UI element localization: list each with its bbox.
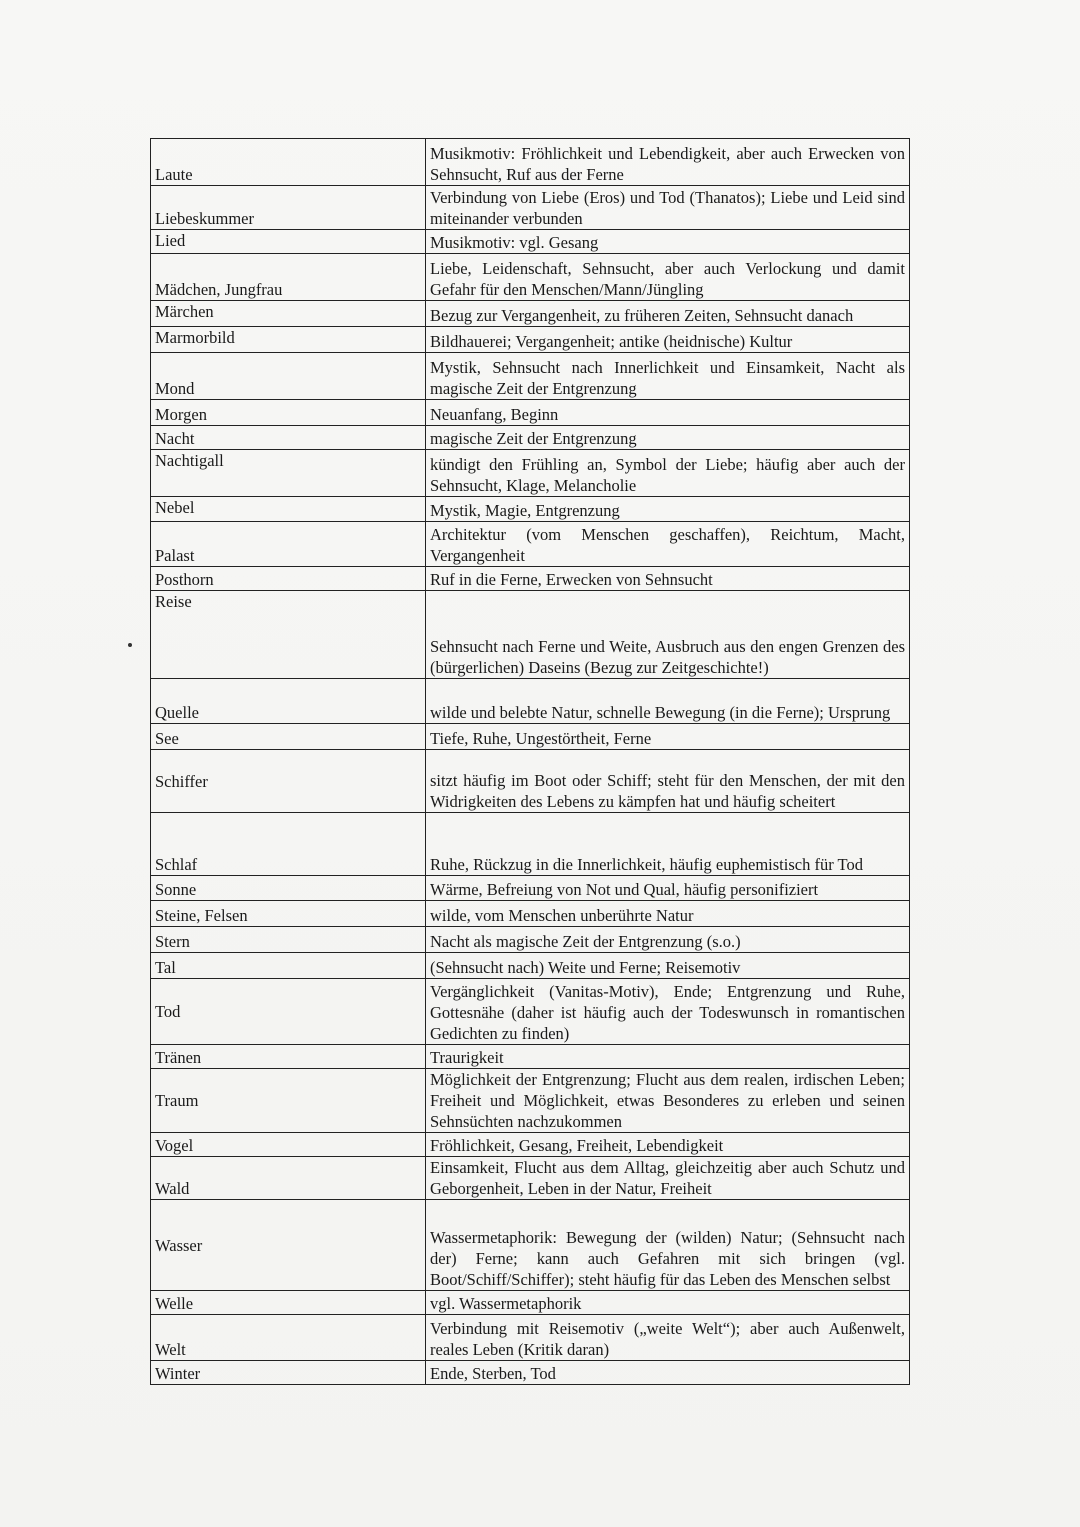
motif-term: Laute <box>151 139 426 186</box>
motif-term: Schlaf <box>151 813 426 876</box>
motif-term: Palast <box>151 522 426 567</box>
table-row <box>151 450 910 497</box>
motif-meaning: Ruf in die Ferne, Erwecken von Sehnsucht <box>426 567 910 591</box>
motif-term: Welt <box>151 1315 426 1361</box>
motif-meaning: Vergänglichkeit (Vanitas-Motiv), Ende; Entgrenzung und Ruhe, Gottesnähe (daher ist häufig auch der Todeswunsch in romantischen Gedichten zu finden) <box>426 979 910 1045</box>
table-row <box>151 327 910 353</box>
motif-term: Mond <box>151 353 426 400</box>
motif-table-container <box>150 138 910 1385</box>
motif-term: Tränen <box>151 1045 426 1069</box>
motif-meaning: Verbindung von Liebe (Eros) und Tod (Thanatos); Liebe und Leid sind miteinander verbunden <box>426 186 910 230</box>
motif-meaning: Neuanfang, Beginn <box>426 400 910 426</box>
motif-table-body <box>151 139 910 1385</box>
motif-meaning: Ende, Sterben, Tod <box>426 1361 910 1385</box>
table-row <box>151 724 910 750</box>
motif-term: Lied <box>151 230 426 254</box>
table-row <box>151 813 910 876</box>
table-row <box>151 400 910 426</box>
motif-term: Wasser <box>151 1200 426 1291</box>
motif-meaning: magische Zeit der Entgrenzung <box>426 426 910 450</box>
motif-table <box>150 138 910 1385</box>
motif-term: Nebel <box>151 497 426 522</box>
table-row <box>151 1200 910 1291</box>
motif-term: Nacht <box>151 426 426 450</box>
table-row <box>151 1361 910 1385</box>
motif-meaning: (Sehnsucht nach) Weite und Ferne; Reisemotiv <box>426 953 910 979</box>
motif-term: Posthorn <box>151 567 426 591</box>
table-row <box>151 1157 910 1200</box>
table-row <box>151 591 910 679</box>
motif-term: Morgen <box>151 400 426 426</box>
motif-meaning: Mystik, Sehnsucht nach Innerlichkeit und Einsamkeit, Nacht als magische Zeit der Entgrenzung <box>426 353 910 400</box>
table-row <box>151 567 910 591</box>
table-row <box>151 497 910 522</box>
motif-term: Märchen <box>151 301 426 327</box>
table-row <box>151 750 910 813</box>
motif-term: Schiffer <box>151 750 426 813</box>
motif-term: Vogel <box>151 1133 426 1157</box>
table-row <box>151 522 910 567</box>
motif-meaning: Musikmotiv: Fröhlichkeit und Lebendigkeit, aber auch Erwecken von Sehnsucht, Ruf aus der Ferne <box>426 139 910 186</box>
motif-meaning: vgl. Wassermetaphorik <box>426 1291 910 1315</box>
table-row <box>151 1133 910 1157</box>
motif-term: Sonne <box>151 876 426 901</box>
motif-meaning: Tiefe, Ruhe, Ungestörtheit, Ferne <box>426 724 910 750</box>
motif-term: Traum <box>151 1069 426 1133</box>
motif-meaning: Mystik, Magie, Entgrenzung <box>426 497 910 522</box>
motif-term: Marmorbild <box>151 327 426 353</box>
motif-term: Reise <box>151 591 426 679</box>
motif-term: Wald <box>151 1157 426 1200</box>
table-row <box>151 1291 910 1315</box>
motif-meaning: Traurigkeit <box>426 1045 910 1069</box>
table-row <box>151 1315 910 1361</box>
motif-meaning: Ruhe, Rückzug in die Innerlichkeit, häufig euphemistisch für Tod <box>426 813 910 876</box>
table-row <box>151 254 910 301</box>
table-row <box>151 186 910 230</box>
motif-term: Quelle <box>151 679 426 724</box>
table-row <box>151 230 910 254</box>
ink-dot <box>128 643 132 647</box>
motif-meaning: Musikmotiv: vgl. Gesang <box>426 230 910 254</box>
motif-meaning: Liebe, Leidenschaft, Sehnsucht, aber auch Verlockung und damit Gefahr für den Menschen/Mann/Jüngling <box>426 254 910 301</box>
table-row <box>151 876 910 901</box>
motif-meaning: Fröhlichkeit, Gesang, Freiheit, Lebendigkeit <box>426 1133 910 1157</box>
motif-term: Nachtigall <box>151 450 426 497</box>
table-row <box>151 353 910 400</box>
motif-term: Steine, Felsen <box>151 901 426 927</box>
motif-meaning: Bezug zur Vergangenheit, zu früheren Zeiten, Sehnsucht danach <box>426 301 910 327</box>
motif-term: Winter <box>151 1361 426 1385</box>
table-row <box>151 426 910 450</box>
motif-term: See <box>151 724 426 750</box>
motif-meaning: Verbindung mit Reisemotiv („weite Welt“); aber auch Außenwelt, reales Leben (Kritik daran) <box>426 1315 910 1361</box>
table-row <box>151 139 910 186</box>
motif-meaning: Sehnsucht nach Ferne und Weite, Ausbruch aus den engen Grenzen des (bürgerlichen) Daseins (Bezug zur Zeitgeschichte!) <box>426 591 910 679</box>
table-row <box>151 1069 910 1133</box>
table-row <box>151 927 910 953</box>
motif-meaning: Nacht als magische Zeit der Entgrenzung (s.o.) <box>426 927 910 953</box>
motif-meaning: Bildhauerei; Vergangenheit; antike (heidnische) Kultur <box>426 327 910 353</box>
table-row <box>151 979 910 1045</box>
table-row <box>151 301 910 327</box>
motif-term: Mädchen, Jungfrau <box>151 254 426 301</box>
motif-meaning: Architektur (vom Menschen geschaffen), Reichtum, Macht, Vergangenheit <box>426 522 910 567</box>
motif-term: Tal <box>151 953 426 979</box>
motif-term: Tod <box>151 979 426 1045</box>
motif-term: Stern <box>151 927 426 953</box>
table-row <box>151 1045 910 1069</box>
table-row <box>151 679 910 724</box>
motif-term: Welle <box>151 1291 426 1315</box>
motif-meaning: wilde, vom Menschen unberührte Natur <box>426 901 910 927</box>
table-row <box>151 953 910 979</box>
motif-meaning: kündigt den Frühling an, Symbol der Liebe; häufig aber auch der Sehnsucht, Klage, Melancholie <box>426 450 910 497</box>
table-row <box>151 901 910 927</box>
motif-meaning: Möglichkeit der Entgrenzung; Flucht aus dem realen, irdischen Leben; Freiheit und Möglichkeit, etwas Besonderes zu erleben und seinen Sehnsüchten nachzukommen <box>426 1069 910 1133</box>
motif-meaning: wilde und belebte Natur, schnelle Bewegung (in die Ferne); Ursprung <box>426 679 910 724</box>
motif-meaning: sitzt häufig im Boot oder Schiff; steht für den Menschen, der mit den Widrigkeiten des Lebens zu kämpfen hat und häufig scheitert <box>426 750 910 813</box>
motif-meaning: Einsamkeit, Flucht aus dem Alltag, gleichzeitig aber auch Schutz und Geborgenheit, Leben in der Natur, Freiheit <box>426 1157 910 1200</box>
motif-term: Liebeskummer <box>151 186 426 230</box>
motif-meaning: Wassermetaphorik: Bewegung der (wilden) Natur; (Sehnsucht nach der) Ferne; kann auch Gefahren mit sich bringen (vgl. Boot/Schiff/Schiffer); steht häufig für das Leben des Menschen selbst <box>426 1200 910 1291</box>
motif-meaning: Wärme, Befreiung von Not und Qual, häufig personifiziert <box>426 876 910 901</box>
